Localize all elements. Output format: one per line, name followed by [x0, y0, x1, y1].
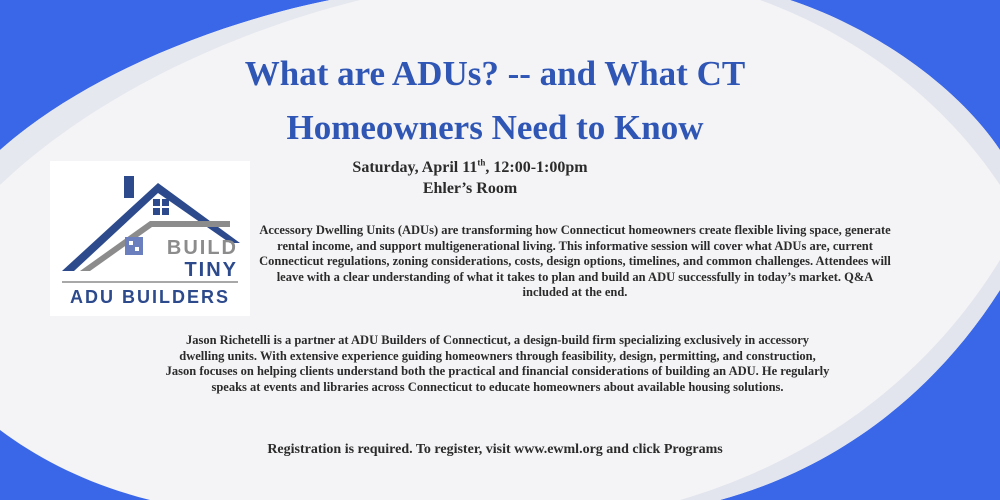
speaker-bio: Jason Richetelli is a partner at ADU Builders of Connecticut, a design-build firm specializing exclusively in accessory dwelling units. With extensive experience guiding homeowners through feasibility, design, permitting, and construction, Jason focuses on helping clients understand both the practical and financial considerations of building an ADU. He regularly speaks at events and libraries across Connecticut to educate homeowners about available housing solutions. — [165, 333, 830, 394]
event-room: Ehler’s Room — [422, 180, 518, 197]
event-title-line1: What are ADUs? -- and What CT — [244, 54, 746, 93]
registration-note: Registration is required. To register, visit www.ewml.org and click Programs — [267, 442, 723, 457]
event-title-line2: Homeowners Need to Know — [286, 108, 704, 147]
logo-build-text: BUILD — [166, 237, 238, 259]
logo-tiny-text: TINY — [184, 259, 238, 281]
event-description: Accessory Dwelling Units (ADUs) are transforming how Connecticut homeowners create flexible living space, generate rental income, and support multigenerational living. This informative session will cover what ADUs are, current Connecticut regulations, zoning considerations, costs, design options, timelines, and common challenges. Attendees will leave with a clear understanding of what it takes to plan and build an ADU successfully in today’s market. Q&A included at the end. — [259, 223, 891, 299]
event-date: Saturday, April 11th, 12:00-1:00pm — [352, 157, 588, 176]
logo-adu-builders-text: ADU BUILDERS — [69, 287, 231, 307]
adu-builders-logo — [50, 161, 250, 316]
swoosh-bottom-left — [0, 430, 150, 500]
